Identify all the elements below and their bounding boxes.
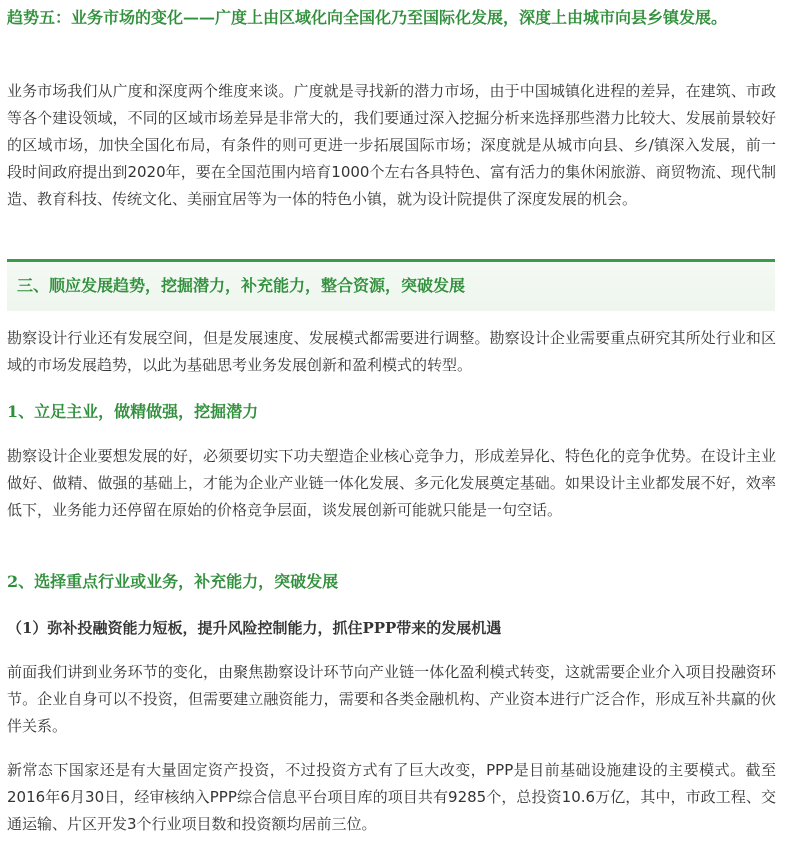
market-paragraph: 业务市场我们从广度和深度两个维度来谈。广度就是寻找新的潜力市场，由于中国城镇化进程的差异，在建筑、市政等各个建设领域，不同的区域市场差异是非常大的，我们要通过深入挖掘分析来选择那些潜力比较大、发展前景较好的区域市场，加快全国化布局，有条件的则可更进一步拓展国际市场；深度就是从城市向县、乡/镇深入发展，前一段时间政府提出到2020年，要在全国范围内培育1000个左右各具特色、富有活力的集休闲旅游、商贸物流、现代制造、教育科技、传统文化、美丽宜居等为一体的特色小镇，就为设计院提供了深度发展的机会。 <box>7 82 776 208</box>
development-space-paragraph: 勘察设计行业还有发展空间，但是发展速度、发展模式都需要进行调整。勘察设计企业需要重点研究其所处行业和区域的市场发展趋势，以此为基础思考业务发展创新和盈利模式的转型。 <box>7 329 776 374</box>
main-business-paragraph: 勘察设计企业要想发展的好，必须要切实下功夫塑造企业核心竞争力，形成差异化、特色化的竞争优势。在设计主业做好、做精、做强的基础上，才能为企业产业链一体化发展、多元化发展奠定基础。如果设计主业都发展不好，效率低下，业务能力还停留在原始的价格竞争层面，谈发展创新可能就只能是一句空话。 <box>7 447 776 519</box>
section-three-title: 三、顺应发展趋势，挖掘潜力，补充能力，整合资源，突破发展 <box>17 276 466 295</box>
subsection-one-title: 1、立足主业，做精做强，挖掘潜力 <box>7 402 259 421</box>
ppp-paragraph: 新常态下国家还是有大量固定资产投资，不过投资方式有了巨大改变，PPP是目前基础设施建设的主要模式。截至2016年6月30日，经审核纳入PPP综合信息平台项目库的项目共有9285个，总投资10.6万亿，其中，市政工程、交通运输、片区开发3个行业项目数和投资额均居前三位。 <box>7 761 776 833</box>
financing-paragraph: 前面我们讲到业务环节的变化，由聚焦勘察设计环节向产业链一体化盈利模式转变，这就需要企业介入项目投融资环节。企业自身可以不投资，但需要建立融资能力，需要和各类金融机构、产业资本进行广泛合作，形成互补共赢的伙伴关系。 <box>7 663 776 735</box>
trend-five-heading: 趋势五：业务市场的变化——广度上由区域化向全国化乃至国际化发展，深度上由城市向县乡镇发展。 <box>7 8 728 27</box>
subsection-two-title: 2、选择重点行业或业务，补充能力，突破发展 <box>7 572 339 591</box>
item-one-title: （1）弥补投融资能力短板，提升风险控制能力，抓住PPP带来的发展机遇 <box>7 619 502 637</box>
section-three-banner <box>7 259 775 311</box>
